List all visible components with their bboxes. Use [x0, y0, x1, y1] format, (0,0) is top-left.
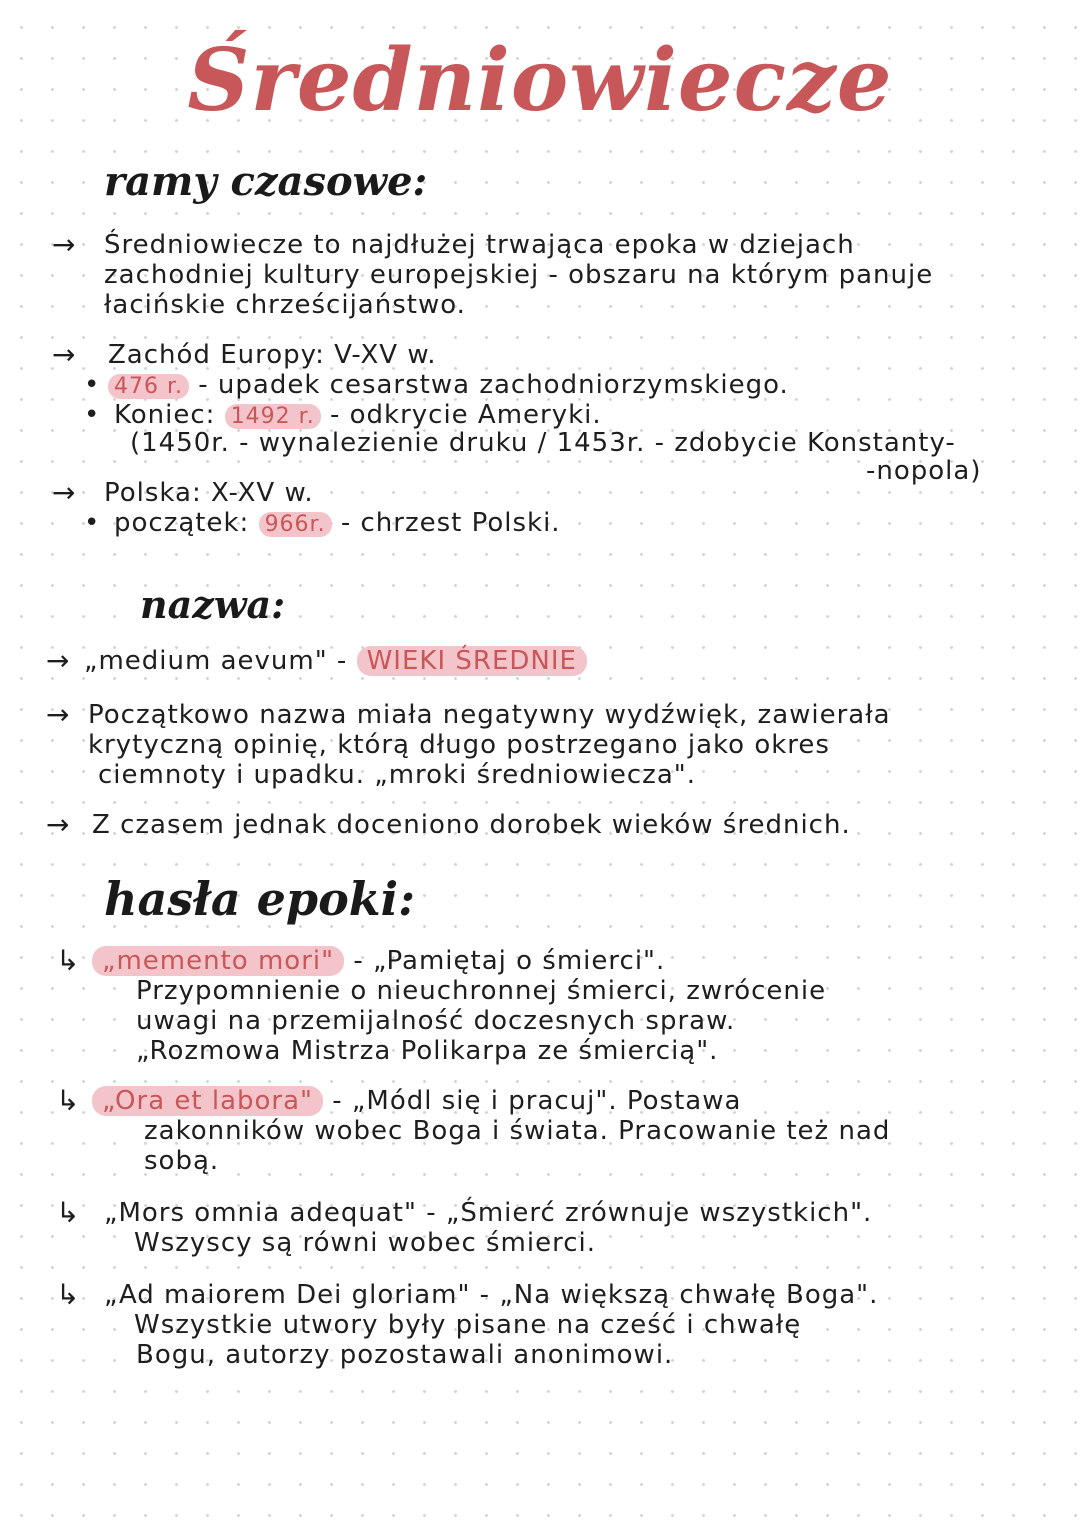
bullet-prefix: Koniec: [114, 400, 216, 430]
zachod-heading: Zachód Europy: V-XV w. [108, 340, 437, 370]
haslo-2-line: sobą. [144, 1146, 220, 1176]
bullet-icon: • [84, 508, 100, 538]
date-highlight: 1492 r. [225, 404, 321, 429]
haslo-2-line: zakonników wobec Boga i świata. Pracowanie też nad [144, 1116, 891, 1146]
nazwa-line-1 [84, 646, 587, 676]
polska-heading: Polska: X-XV w. [104, 478, 314, 508]
bullet-icon: • [84, 400, 100, 430]
latin-name: „medium aevum" - [84, 646, 348, 676]
arrow-icon: → [46, 644, 70, 677]
bullet-text: - upadek cesarstwa zachodniorzymskiego. [198, 370, 789, 400]
nazwa-p2-line-3: ciemnoty i upadku. „mroki średniowiecza". [98, 760, 696, 790]
return-arrow-icon: ↳ [56, 1196, 80, 1229]
paren-line-1: (1450r. - wynalezienie druku / 1453r. - zdobycie Konstanty- [130, 428, 956, 458]
paren-line-2: -nopola) [866, 456, 982, 486]
haslo-1-title [92, 946, 665, 976]
haslo-translation: - „Módl się i pracuj". Postawa [332, 1086, 742, 1116]
arrow-icon: → [46, 698, 70, 731]
return-arrow-icon: ↳ [56, 944, 80, 977]
intro-line-3: łacińskie chrześcijaństwo. [104, 290, 466, 320]
page-title: Średniowiecze [187, 30, 893, 131]
haslo-3-title: „Mors omnia adequat" - „Śmierć zrównuje wszystkich". [104, 1198, 873, 1228]
arrow-icon: → [46, 808, 70, 841]
arrow-icon: → [52, 476, 76, 509]
haslo-1-line: Przypomnienie o nieuchronnej śmierci, zwrócenie [136, 976, 827, 1006]
intro-line-2: zachodniej kultury europejskiej - obszaru na którym panuje [104, 260, 934, 290]
date-highlight: 476 r. [108, 374, 189, 399]
nazwa-p3: Z czasem jednak doceniono dorobek wieków średnich. [92, 810, 851, 840]
haslo-4-line: Bogu, autorzy pozostawali anonimowi. [136, 1340, 674, 1370]
haslo-1-line: uwagi na przemijalność doczesnych spraw. [136, 1006, 736, 1036]
haslo-2-title [92, 1086, 741, 1116]
bullet-text: - chrzest Polski. [340, 508, 561, 538]
section-heading-nazwa: nazwa: [140, 582, 286, 627]
haslo-3-line: Wszyscy są równi wobec śmierci. [134, 1228, 597, 1258]
nazwa-p2-line-1: Początkowo nazwa miała negatywny wydźwięk, zawierała [88, 700, 891, 730]
haslo-1-line: „Rozmowa Mistrza Polikarpa ze śmiercią". [136, 1036, 719, 1066]
bullet-prefix: początek: [114, 508, 250, 538]
bullet-text: - odkrycie Ameryki. [329, 400, 602, 430]
intro-line-1: Średniowiecze to najdłużej trwająca epoka w dziejach [104, 230, 855, 260]
return-arrow-icon: ↳ [56, 1084, 80, 1117]
haslo-highlight: „memento mori" [92, 946, 344, 976]
haslo-4-line: Wszystkie utwory były pisane na cześć i chwałę [134, 1310, 802, 1340]
haslo-translation: - „Pamiętaj o śmierci". [353, 946, 666, 976]
bullet-poczatek [114, 508, 561, 540]
section-heading-hasla: hasła epoki: [104, 872, 416, 926]
haslo-4-title: „Ad maiorem Dei gloriam" - „Na większą chwałę Boga". [104, 1280, 879, 1310]
date-highlight: 966r. [259, 512, 332, 537]
section-heading-ramy: ramy czasowe: [104, 158, 428, 205]
bullet-476 [108, 370, 789, 402]
arrow-icon: → [52, 228, 76, 261]
wieki-srednie-highlight: WIEKI ŚREDNIE [357, 646, 587, 676]
return-arrow-icon: ↳ [56, 1278, 80, 1311]
arrow-icon: → [52, 338, 76, 371]
nazwa-p2-line-2: krytyczną opinię, którą długo postrzegano jako okres [88, 730, 830, 760]
bullet-icon: • [84, 370, 100, 400]
haslo-highlight: „Ora et labora" [92, 1086, 323, 1116]
